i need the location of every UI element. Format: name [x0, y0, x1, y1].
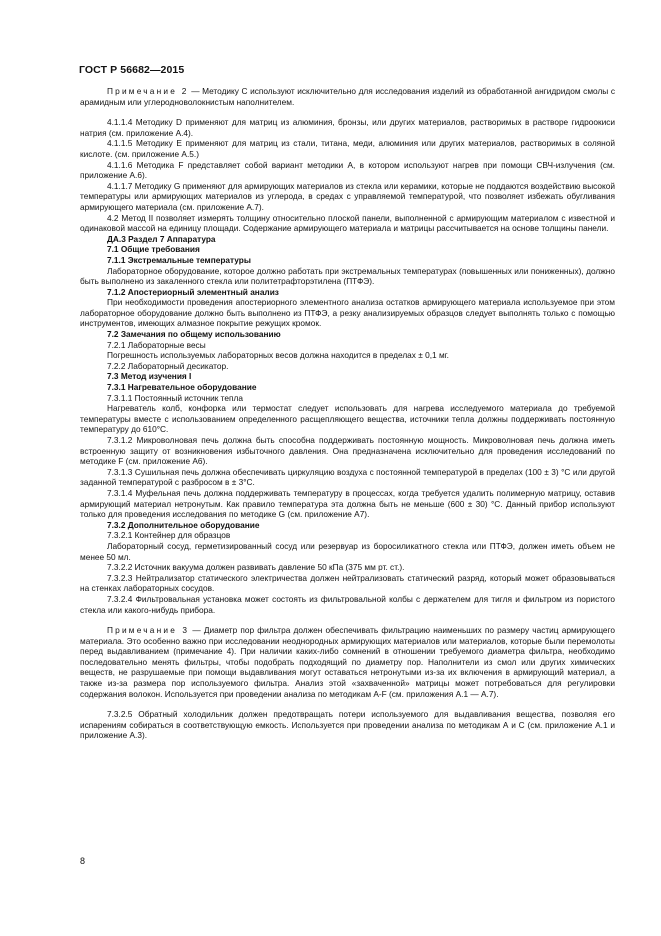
heading-da3: ДА.3 Раздел 7 Аппаратура — [107, 233, 216, 244]
paragraph-4115: 4.1.1.5 Методику Е применяют для матриц из стали, титана, меди, алюминия или других материалов, растворимых в соляной кислоте. (см. приложение А.5.) — [80, 138, 615, 159]
paragraph-721b: Погрешность используемых лабораторных весов должна находится в пределах ± 0,1 мг. — [107, 350, 449, 361]
document-body — [80, 86, 615, 741]
paragraph-7311b: Нагреватель колб, конфорка или термостат следует использовать для нагрева исследуемого материала до требуемой температуры вместе с использованием определенного расщепляющего вещества, источники тепла должны поддерживать постоянную температуру до 610°С. — [80, 403, 615, 435]
paragraph-7324: 7.3.2.4 Фильтровальная установка может состоять из фильтровальной колбы с держателем для тигля и фильтром из пористого стекла или какого-нибудь прибора. — [80, 593, 615, 615]
document-header: ГОСТ Р 56682—2015 — [79, 64, 185, 76]
heading-711: 7.1.1 Экстремальные температуры — [107, 254, 251, 265]
note-3 — [80, 625, 615, 699]
heading-712: 7.1.2 Апостериорный элементный анализ — [107, 286, 279, 297]
paragraph-7325: 7.3.2.5 Обратный холодильник должен предотвращать потери используемого для выдавливания вещества, позволяя его испарениям собираться в соответствующую емкость. Используется при проведении анализа по методикам А и С (см. приложение А.1 и приложение А.3). — [80, 709, 615, 741]
paragraph-7322: 7.3.2.2 Источник вакуума должен развивать давление 50 кПа (375 мм рт. ст.). — [107, 562, 405, 573]
paragraph-7313: 7.3.1.3 Сушильная печь должна обеспечивать циркуляцию воздуха с постоянной температурой в пределах (100 ± 3) °С или другой заданной температурой с разбросом в ± 3°С. — [80, 466, 615, 488]
note-3-label: Примечание 3 — [107, 625, 190, 636]
paragraph-42: 4.2 Метод II позволяет измерять толщину относительно плоской панели, выполненной с армирующим материалом с известной и одинаковой массой на единицу площади. Содержание армирующего материала и матрицы рассчитывается на основе толщины панели. — [80, 212, 615, 234]
note-2-label: Примечание 2 — [107, 86, 189, 96]
paragraph-7321: 7.3.2.1 Контейнер для образцов — [107, 530, 231, 541]
paragraph-4116: 4.1.1.6 Методика F представляет собой вариант методики А, в котором используют нагрев при помощи СВЧ-излучения (см. приложение А.6). — [80, 159, 615, 181]
page-number: 8 — [80, 856, 86, 866]
paragraph-7311: 7.3.1.1 Постоянный источник тепла — [107, 392, 243, 403]
paragraph-7314: 7.3.1.4 Муфельная печь должна поддерживать температуру в процессах, когда требуется удалить полимерную матрицу, оставив армирующий материал нетронутым. Как правило температура эта должна быть не меньше (600 ± 30) °С. Данный прибор используют только для проведения исследования по методике G (см. приложение А7). — [80, 487, 615, 520]
heading-71: 7.1 Общие требования — [107, 244, 200, 255]
paragraph-7312: 7.3.1.2 Микроволновая печь должна быть способна поддерживать постоянную мощность. Микроволновая печь должна иметь встроенную защиту от возникновения избыточного давления. Она предназначена исключительно для проведения исследований по методике F (см. приложение А6). — [80, 435, 615, 467]
note-3-text: — Диаметр пор фильтра должен обеспечивать фильтрацию наименьших по размеру частиц армирующего материала. Это особенно важно при исследовании неоднородных армирующих материалов или материалов, которые были перемолоты перед выдавливанием (примечание 4). При наличии каких-либо сомнений в отношении требуемого диаметра фильтра, необходимо последовательно менять фильтры, чтобы подобрать подходящий по диаметру пор. Наполнители из смол или других химических веществ, не разрушаемые при помощи выдавливания могут оставаться нетронутыми из-за их включения в армирующий материал, а также из-за размера пор используемого фильтра. Анализ этой «захваченной» матрицы может потребоваться для регулировки содержания волокон. Используется при проведении анализа по методикам A-F (см. приложения А.1 — А.7). — [80, 625, 616, 699]
note-2 — [80, 86, 615, 107]
paragraph-711: Лабораторное оборудование, которое должно работать при экстремальных температурах (повышенных или пониженных), должно быть выполнено из закаленного стекла или политетрафторэтилена (ПТФЭ). — [80, 265, 615, 287]
paragraph-4114: 4.1.1.4 Методику D применяют для матриц из алюминия, бронзы, или других материалов, растворимых в растворе гидроокиси натрия (см. приложение А.4). — [80, 117, 615, 138]
paragraph-7321b: Лабораторный сосуд, герметизированный сосуд или резервуар из боросиликатного стекла или ПТФЭ, должен иметь объем не менее 50 мл. — [80, 540, 615, 562]
paragraph-4117: 4.1.1.7 Методику G применяют для армирующих материалов из стекла или керамики, которые не поддаются воздействию высокой температуры или армирующих материалов из углерода, в средах с управляемой температурой, что позволяет избежать обугливания армирующего материала (см. приложение А.7). — [80, 180, 615, 212]
paragraph-721: 7.2.1 Лабораторные весы — [107, 339, 206, 350]
note-2-text: — Методику С используют исключительно для исследования изделий из обработанной ангидридом смолы с арамидным или углеродноволокнистым наполнителем. — [80, 86, 615, 107]
paragraph-712: При необходимости проведения апостериорного элементного анализа остатков армирующего материала используемое при этом лабораторное оборудование должно быть выполнено из ПТФЭ, а резку анализируемых образцов следует выполнять только с помощью инструментов, имеющих алмазное покрытие режущих кромок. — [80, 297, 615, 329]
heading-731: 7.3.1 Нагревательное оборудование — [107, 382, 257, 393]
paragraph-7323: 7.3.2.3 Нейтрализатор статического электричества должен нейтрализовать статический разряд, который может образовываться на стенках лабораторных сосудов. — [80, 572, 615, 594]
heading-72: 7.2 Замечания по общему использованию — [107, 329, 281, 340]
paragraph-722: 7.2.2 Лабораторный десикатор. — [107, 360, 229, 371]
heading-732: 7.3.2 Дополнительное оборудование — [107, 519, 260, 530]
heading-73: 7.3 Метод изучения I — [107, 371, 192, 382]
